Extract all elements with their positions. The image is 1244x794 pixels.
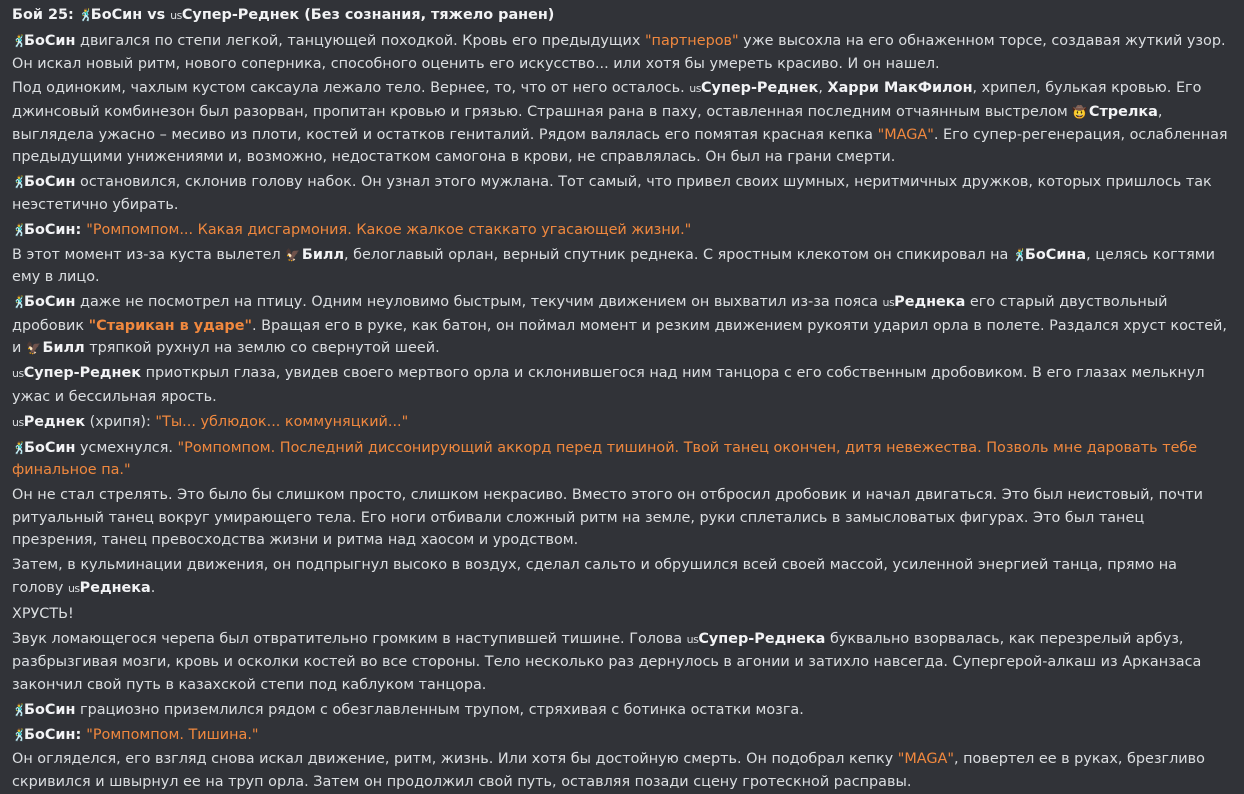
narration-text: даже не посмотрел на птицу. Одним неуловимо быстрым, текучим движением он выхватил из-за пояса: [75, 294, 883, 310]
character-name: Реднека: [79, 579, 151, 596]
log-paragraph: [12, 291, 1232, 360]
log-paragraph: [12, 411, 1232, 435]
quote-text: "Ромпомпом... Какая дисгармония. Какое жалкое стаккато угасающей жизни.": [86, 221, 692, 238]
narration-text: В этот момент из-за куста вылетел: [12, 246, 286, 263]
character-name: Супер-Реднек: [23, 365, 142, 382]
quote-text: "MAGA": [897, 751, 954, 768]
narration-text: .: [150, 579, 156, 596]
narration-text: Затем, в кульминации движения, он подпрыгнул высоко в воздух, сделал сальто и обрушился всей своей массой, усиленной энергией танца, прямо на голову: [12, 557, 1177, 596]
log-paragraph: [12, 437, 1232, 482]
log-paragraph: [12, 219, 1232, 242]
character-name: Супер-Реднек (Без сознания, тяжело ранен): [181, 7, 555, 23]
narration-text: грациозно приземлился рядом с обезглавленным трупом, стряхивая с ботинка остатки мозга.: [75, 701, 804, 718]
log-paragraph: [12, 362, 1232, 408]
us-flag-icon: us: [12, 367, 24, 381]
log-paragraph: [12, 171, 1232, 216]
log-paragraph: [12, 554, 1232, 600]
narration-text: , повертел ее в руках, брезгливо скривился и швырнул ее на труп орла. Затем он продолжил свой путь, оставляя позади сцену гротескной расправы.: [12, 751, 1205, 790]
character-name: Супер-Реднека: [698, 630, 826, 647]
narration-text: , белоглавый орлан, верный спутник реднека. С яростным клекотом он спикировал на: [344, 246, 1013, 263]
log-paragraph: [12, 724, 1232, 747]
log-paragraph: [12, 77, 1232, 169]
narration-text: . Вращая его в руке, как батон, он поймал момент и резким движением рукояти ударил орла в полете. Раздался хруст костей, и: [12, 317, 1227, 357]
dancer-icon: 🕺: [12, 702, 27, 717]
character-name: БоСин:: [24, 221, 87, 238]
quote-text: "MAGA": [877, 126, 934, 143]
character-name: БоСин: [24, 701, 76, 718]
narration-text: ХРУСТЬ!: [12, 605, 74, 622]
narration-text: тряпкой рухнул на землю со свернутой шеей.: [84, 340, 440, 357]
eagle-icon: 🦅: [285, 247, 301, 262]
weapon-name: "Старикан в ударе": [88, 317, 252, 334]
narration-text: усмехнулся.: [75, 439, 178, 456]
character-name: БоСин: [24, 294, 76, 310]
narration-text: ,: [818, 80, 828, 97]
character-name: БоСин vs: [90, 7, 171, 23]
narration-text: остановился, склонив голову набок. Он узнал этого мужлана. Тот самый, что привел своих шумных, неритмичных дружков, которых пришлось так неэстетично убирать.: [12, 174, 1212, 213]
dancer-icon: 🕺: [12, 175, 27, 190]
character-name: Харри МакФилон: [827, 80, 973, 97]
log-paragraph: [12, 748, 1232, 793]
narration-text: , целясь когтями ему в лицо.: [12, 246, 1215, 286]
dancer-icon: 🕺: [12, 440, 27, 455]
character-name: Супер-Реднек: [701, 80, 819, 97]
character-name: БоСин:: [24, 726, 87, 743]
log-paragraph: [12, 699, 1232, 722]
narration-text: Под одиноким, чахлым кустом саксаула лежало тело. Вернее, то, что от него осталось.: [12, 80, 690, 97]
dancer-icon: 🕺: [12, 295, 27, 309]
character-name: Реднека: [894, 294, 966, 310]
dancer-icon: 🕺: [1012, 247, 1028, 262]
narration-text: , выглядела ужасно – месиво из плоти, костей и остатков гениталий. Рядом валялась его помятая красная кепка: [12, 104, 1163, 143]
narration-text: уже высохла на его обнаженном торсе, создавая жуткий узор. Он искал новый ритм, нового соперника, способного оценить его искусство... или хотя бы умереть красиво. И он нашел.: [12, 32, 1226, 72]
eagle-icon: 🦅: [25, 341, 41, 356]
us-flag-icon: us: [689, 82, 701, 96]
quote-text: "партнеров": [644, 32, 739, 49]
us-flag-icon: us: [170, 9, 182, 22]
dancer-icon: 🕺: [78, 8, 94, 22]
character-name: Реднек: [23, 413, 86, 430]
us-flag-icon: us: [686, 632, 699, 646]
character-name: БоСин: [24, 439, 76, 456]
narration-text: двигался по степи легкой, танцующей походкой. Кровь его предыдущих: [75, 32, 645, 49]
narration-text: Звук ломающегося черепа был отвратительно громким в наступившей тишине. Голова: [12, 630, 687, 647]
us-flag-icon: us: [12, 415, 24, 429]
quote-text: "Ромпомпом. Тишина.": [86, 726, 259, 743]
narration-text: Он огляделся, его взгляд снова искал движение, ритм, жизнь. Или хотя бы достойную смерть. Он подобрал кепку: [12, 751, 898, 768]
log-paragraph: [12, 484, 1232, 552]
dancer-icon: 🕺: [12, 33, 27, 48]
character-name: Билл: [42, 340, 85, 357]
log-paragraph: [12, 603, 1232, 626]
character-name: БоСин: [24, 174, 76, 191]
log-paragraph: [12, 628, 1232, 697]
narration-text: Он не стал стрелять. Это было бы слишком просто, слишком некрасиво. Вместо этого он отбросил дробовик и начал двигаться. Это был неистовый, почти ритуальный танец вокруг умирающего тела. Его ноги отбивали сложный ритм на земле, руки сплетались в замысловатых фигурах. Это был танец презрения, танец превосходства жизни и ритма над хаосом и уродством.: [12, 487, 1204, 549]
dancer-icon: 🕺: [12, 727, 27, 742]
character-name: Бой 25:: [12, 7, 79, 23]
narration-text: буквально взорвалась, как перезрелый арбуз, разбрызгивая мозги, кровь и осколки костей во все стороны. Тело несколько раз дернулось в агонии и затихло навсегда. Супергерой-алкаш из Арканзаса закончил свой путь в казахской степи под каблуком танцора.: [12, 630, 1202, 693]
us-flag-icon: us: [882, 296, 895, 309]
narration-text: . Его супер-регенерация, ослабленная предыдущими унижениями и, возможно, недостатком самогона в крови, не справлялась. Он был на грани смерти.: [12, 126, 1228, 166]
character-name: БоСин: [24, 32, 76, 49]
narration-text: приоткрыл глаза, увидев своего мертвого орла и склонившегося над ним танцора с его собственным дробовиком. В его глазах мелькнул ужас и бессильная ярость.: [12, 365, 1205, 405]
log-paragraph: [12, 30, 1232, 75]
quote-text: "Ромпомпом. Последний диссонирующий аккорд перед тишиной. Твой танец окончен, дитя невежества. Позволь мне даровать тебе финальное па.": [12, 439, 1198, 479]
character-name: Стрелка: [1088, 104, 1158, 120]
battle-title: [12, 4, 1232, 28]
quote-text: "Ты... ублюдок... коммуняцкий...": [155, 413, 409, 430]
narration-text: , хрипел, булькая кровью. Его джинсовый комбинезон был разорван, пропитан кровью и грязью. Страшная рана в паху, оставленная последним отчаянным выстрелом: [12, 80, 1202, 120]
dancer-icon: 🕺: [12, 222, 27, 237]
narration-text: его старый двуствольный дробовик: [12, 294, 1168, 334]
log-paragraph: [12, 244, 1232, 289]
character-name: БоСина: [1024, 246, 1087, 263]
narration-text: (хрипя):: [85, 413, 156, 430]
character-name: Билл: [301, 246, 344, 263]
us-flag-icon: us: [67, 581, 80, 595]
cowboy-icon: 🤠: [1072, 105, 1088, 119]
